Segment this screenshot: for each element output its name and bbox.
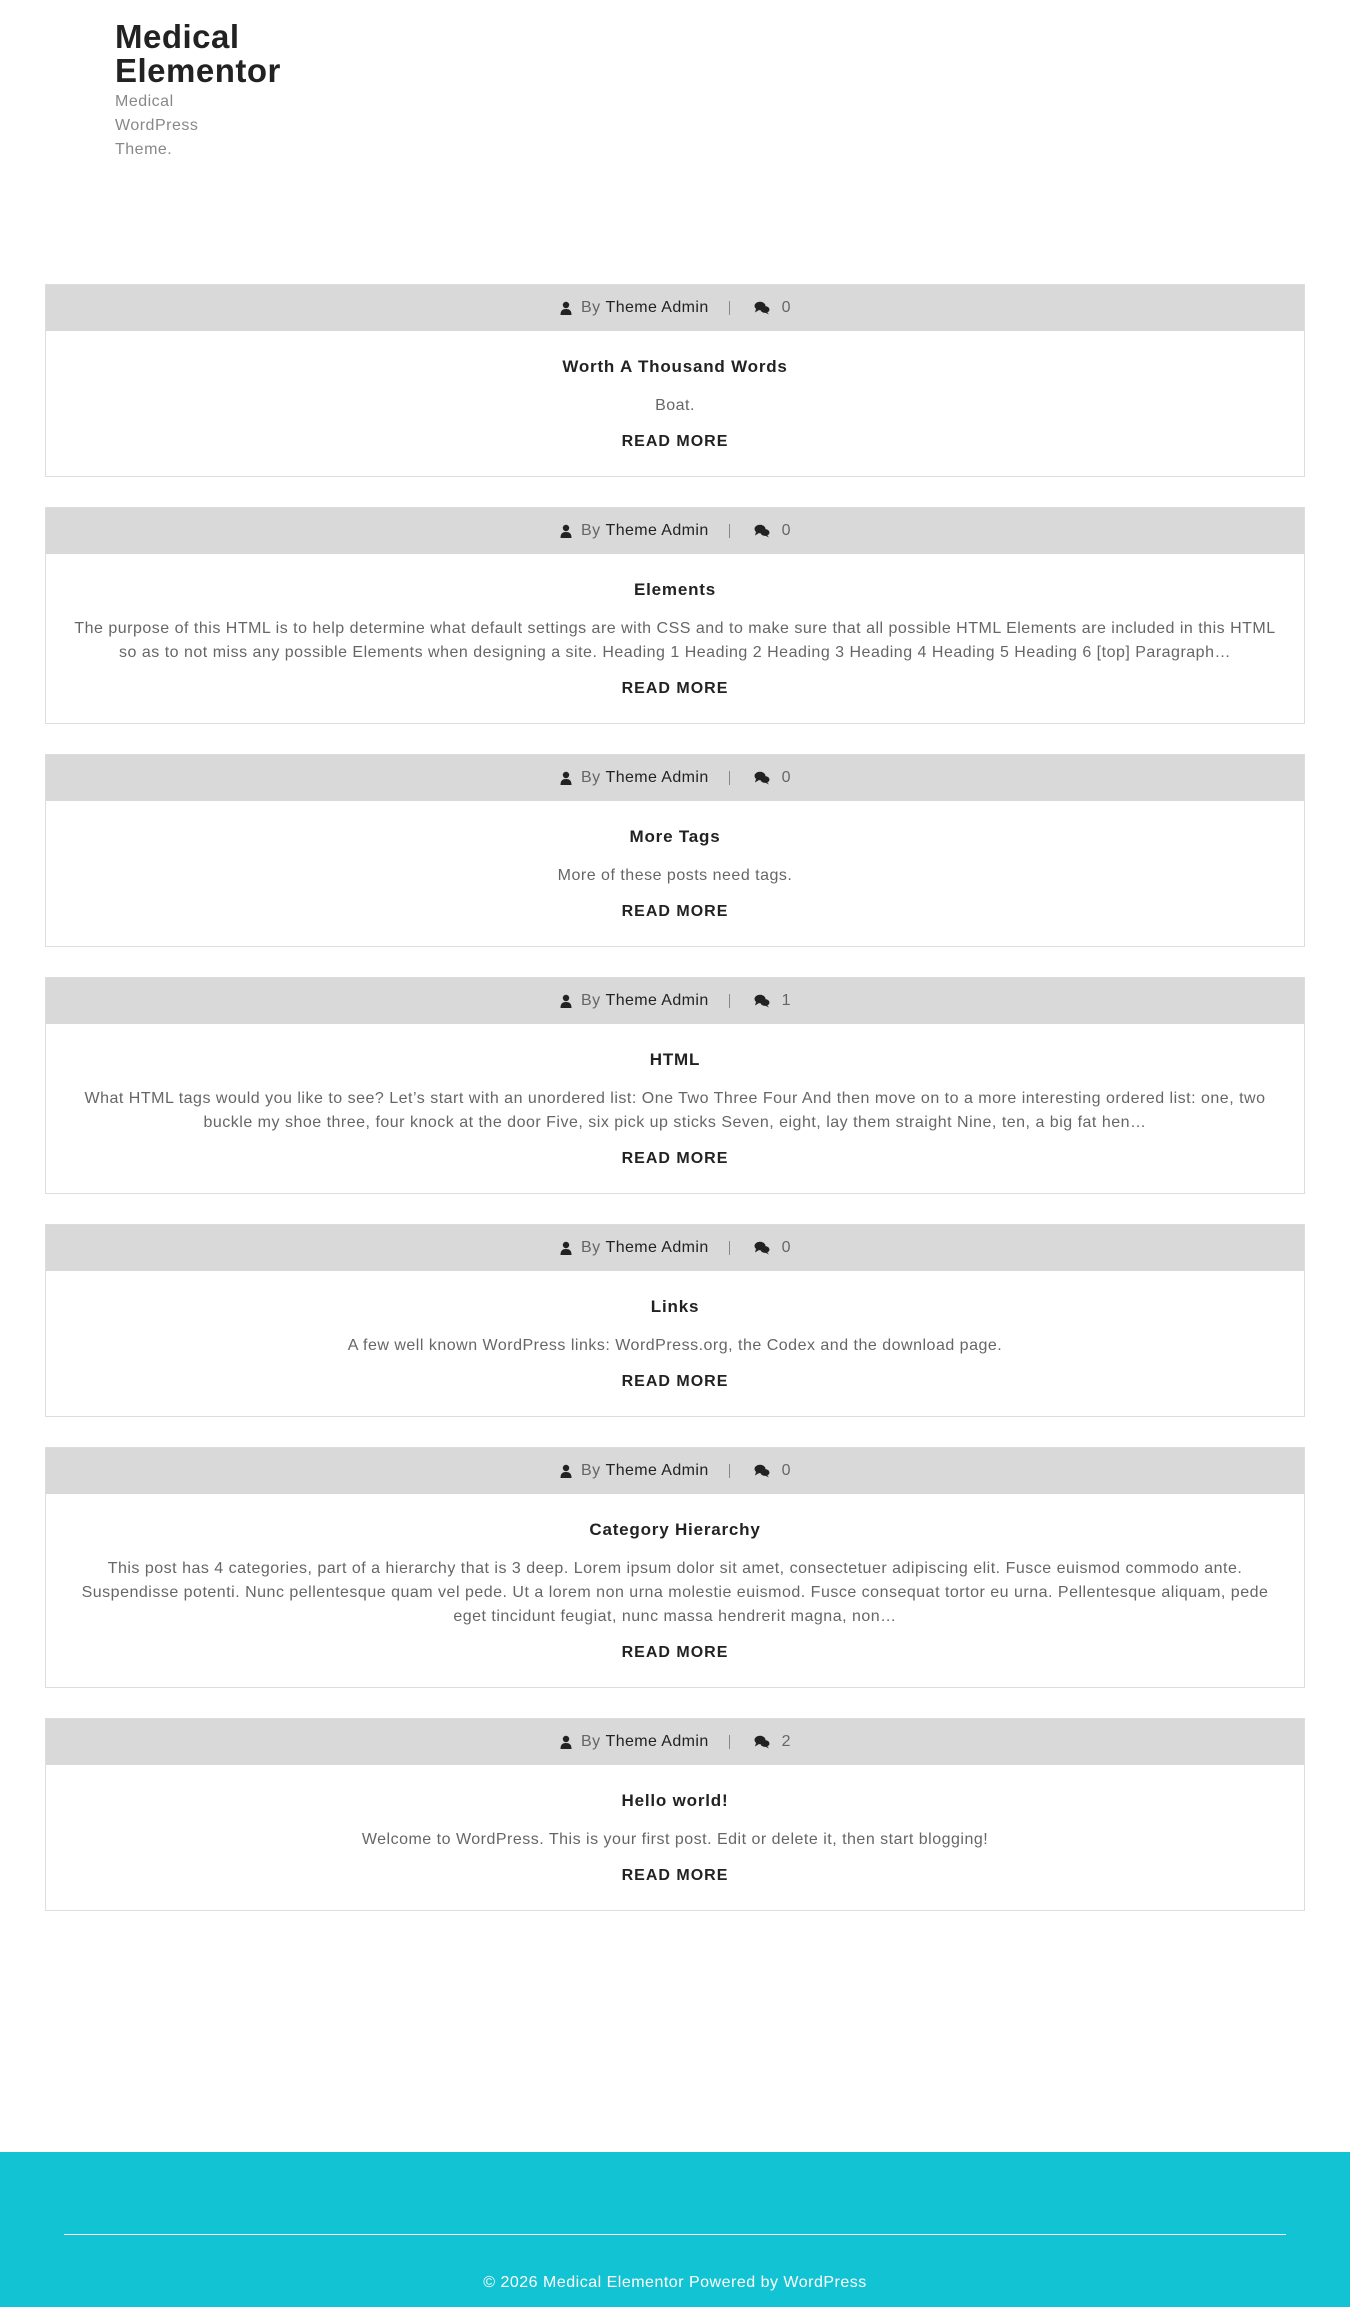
post-title[interactable]: More Tags [629, 827, 721, 846]
post-excerpt: Boat. [655, 397, 695, 414]
post-excerpt: A few well known WordPress links: WordPress.org, the Codex and the download page. [347, 1337, 1003, 1354]
footer-divider [64, 2234, 1286, 2235]
by-label: By [581, 1239, 601, 1256]
comments-icon [754, 301, 770, 315]
comments-icon [754, 524, 770, 538]
comments-icon [754, 1735, 770, 1749]
meta-divider [729, 1735, 730, 1749]
post-body [46, 1765, 1304, 1910]
author-link[interactable]: Theme Admin [605, 769, 709, 786]
post-title[interactable]: HTML [649, 1050, 701, 1069]
post-meta [46, 508, 1304, 554]
meta-divider [729, 1464, 730, 1478]
post-body [46, 554, 1304, 723]
post-title[interactable]: Elements [634, 580, 716, 599]
comments-icon [754, 1241, 770, 1255]
post-card [45, 507, 1305, 724]
meta-divider [729, 1241, 730, 1255]
post-meta [46, 978, 1304, 1024]
copyright-text: © 2026 Medical Elementor Powered by WordPress [483, 2274, 867, 2291]
read-more-link[interactable]: READ MORE [621, 1867, 729, 1884]
by-label: By [581, 769, 601, 786]
post-title[interactable]: Hello world! [621, 1791, 729, 1810]
read-more-link[interactable]: READ MORE [621, 1644, 729, 1661]
post-card [45, 1718, 1305, 1911]
comments-count-link[interactable]: 1 [781, 992, 791, 1009]
user-icon [559, 1241, 573, 1255]
author-link[interactable]: Theme Admin [605, 299, 709, 316]
user-icon [559, 1464, 573, 1478]
post-card [45, 284, 1305, 477]
read-more-link[interactable]: READ MORE [621, 1373, 729, 1390]
post-body [46, 1024, 1304, 1193]
post-list [45, 284, 1305, 1941]
post-title[interactable]: Category Hierarchy [589, 1520, 761, 1539]
meta-divider [729, 994, 730, 1008]
post-excerpt: Welcome to WordPress. This is your first post. Edit or delete it, then start blogging! [361, 1831, 989, 1848]
user-icon [559, 1735, 573, 1749]
user-icon [559, 301, 573, 315]
by-label: By [581, 299, 601, 316]
by-label: By [581, 1462, 601, 1479]
post-excerpt: The purpose of this HTML is to help determine what default settings are with CSS and to make sure that all possible HTML Elements are included in this HTML so as to not miss any possible Elements when designing a site. Heading 1 Heading 2 Heading 3 Heading 4 Heading 5 Heading 6 [top] Paragraph… [74, 620, 1276, 661]
post-body [46, 1271, 1304, 1416]
post-card [45, 754, 1305, 947]
author-link[interactable]: Theme Admin [605, 522, 709, 539]
post-excerpt: What HTML tags would you like to see? Let’s start with an unordered list: One Two Three Four And then move on to a more interesting ordered list: one, two buckle my shoe three, four knock at the door Five, six pick up sticks Seven, eight, lay them straight Nine, ten, a big fat hen… [84, 1090, 1266, 1131]
site-title[interactable]: Medical Elementor [115, 18, 281, 89]
user-icon [559, 524, 573, 538]
post-card [45, 1224, 1305, 1417]
comments-icon [754, 771, 770, 785]
author-link[interactable]: Theme Admin [605, 1239, 709, 1256]
meta-divider [729, 301, 730, 315]
post-meta [46, 1719, 1304, 1765]
by-label: By [581, 522, 601, 539]
meta-divider [729, 524, 730, 538]
comments-icon [754, 994, 770, 1008]
post-title[interactable]: Worth A Thousand Words [562, 357, 788, 376]
user-icon [559, 994, 573, 1008]
comments-count-link[interactable]: 2 [781, 1733, 791, 1750]
post-body [46, 331, 1304, 476]
comments-count-link[interactable]: 0 [781, 299, 791, 316]
post-body [46, 801, 1304, 946]
author-link[interactable]: Theme Admin [605, 1733, 709, 1750]
user-icon [559, 771, 573, 785]
read-more-link[interactable]: READ MORE [621, 433, 729, 450]
post-meta [46, 1225, 1304, 1271]
comments-icon [754, 1464, 770, 1478]
author-link[interactable]: Theme Admin [605, 1462, 709, 1479]
post-meta [46, 285, 1304, 331]
post-card [45, 1447, 1305, 1688]
comments-count-link[interactable]: 0 [781, 522, 791, 539]
read-more-link[interactable]: READ MORE [621, 680, 729, 697]
post-meta [46, 1448, 1304, 1494]
site-description: Medical WordPress Theme. [115, 93, 199, 158]
site-branding [115, 20, 315, 162]
author-link[interactable]: Theme Admin [605, 992, 709, 1009]
by-label: By [581, 1733, 601, 1750]
by-label: By [581, 992, 601, 1009]
comments-count-link[interactable]: 0 [781, 769, 791, 786]
post-card [45, 977, 1305, 1194]
post-meta [46, 755, 1304, 801]
post-excerpt: This post has 4 categories, part of a hierarchy that is 3 deep. Lorem ipsum dolor sit amet, consectetuer adipiscing elit. Fusce euismod commodo ante. Suspendisse potenti. Nunc pellentesque quam vel pede. Ut a lorem non urna molestie euismod. Fusce consequat tortor eu urna. Pellentesque aliquam, pede eget tincidunt feugiat, nunc massa hendrerit magna, non… [81, 1560, 1269, 1625]
post-title[interactable]: Links [650, 1297, 700, 1316]
site-footer [0, 2152, 1350, 2307]
comments-count-link[interactable]: 0 [781, 1462, 791, 1479]
read-more-link[interactable]: READ MORE [621, 1150, 729, 1167]
read-more-link[interactable]: READ MORE [621, 903, 729, 920]
meta-divider [729, 771, 730, 785]
post-excerpt: More of these posts need tags. [557, 867, 793, 884]
post-body [46, 1494, 1304, 1687]
comments-count-link[interactable]: 0 [781, 1239, 791, 1256]
